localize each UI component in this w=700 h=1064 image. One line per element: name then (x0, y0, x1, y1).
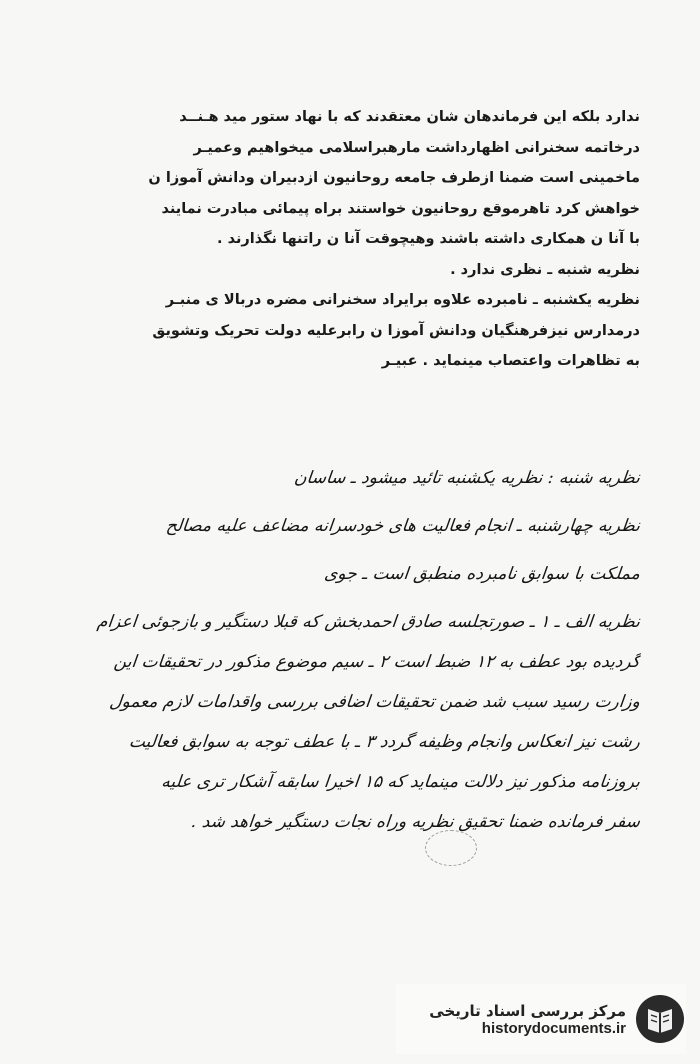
typed-line: درخاتمه سخنرانی اظهارداشت مارهبراسلامی میخواهیم وعمیـر (193, 139, 640, 156)
typed-line: خواهش کرد تاهرموقع روحانیون خواستند براه پیمائی مبادرت نمایند (161, 200, 640, 217)
handwritten-line: وزارت رسید سبب شد ضمن تحقیقات اضافی بررسی واقدامات لازم معمول (108, 692, 642, 712)
typed-text-block (80, 102, 640, 377)
typed-line: به تظاهرات واعتصاب مینماید . عبیـر (381, 353, 640, 369)
typed-line: درمدارس نیزفرهنگیان ودانش آموزا ن رابرعلیه دولت تحریک وتشویق (152, 322, 640, 339)
typed-line: نظریه شنبه ـ نظری ندارد . (450, 261, 640, 278)
handwritten-line: سفر فرمانده ضمنا تحقیق نظریه وراه نجات دستگیر خواهد شد . (189, 812, 642, 832)
typed-line: ندارد بلکه این فرماندهان شان معتقدند که با نهاد ستور مید هـنــد (179, 109, 640, 125)
handwritten-line: گردیده بود عطف به ۱۲ ضبط است ۲ ـ سیم موضوع مذکور در تحقیقات این (112, 652, 642, 672)
watermark-logo (396, 984, 686, 1054)
archive-book-icon (634, 993, 686, 1045)
typed-line: ماخمینی است ضمنا ازطرف جامعه روحانیون ازدبیران ودانش آموزا ن (148, 170, 640, 186)
typed-line: با آنا ن همکاری داشته باشند وهیچوقت آنا ن راتنها نگذارند . (217, 231, 640, 247)
handwritten-line: مملکت با سوابق نامبرده منطبق است ـ جوی (323, 564, 642, 584)
handwritten-text-block (80, 450, 640, 842)
logo-url: historydocuments.ir (481, 1019, 626, 1037)
handwritten-line: نظریه چهارشنبه ـ انجام فعالیت های خودسرانه مضاعف علیه مصالح (164, 516, 642, 536)
handwritten-line: رشت نیز انعکاس وانجام وظیفه گردد ۳ ـ با عطف توجه به سوابق فعالیت (127, 732, 642, 752)
handwritten-line: نظریه الف ـ ۱ ـ صورتجلسه صادق احمدبخش که قبلا دستگیر و بازجوئی اعزام (95, 612, 642, 632)
stamp-mark (425, 830, 477, 866)
handwritten-line: بروزنامه مذکور نیز دلالت مینماید که ۱۵ اخیرا سابقه آشکار تری علیه (160, 772, 642, 792)
logo-title: مرکز بررسی اسناد تاریخی (429, 1001, 626, 1020)
handwritten-line: نظریه شنبه : نظریه یکشنبه تائید میشود ـ ساسان (293, 468, 642, 488)
typed-line: نظریه یکشنبه ـ نامبرده علاوه برایراد سخنرانی مضره دربالا ی منبـر (165, 292, 640, 308)
